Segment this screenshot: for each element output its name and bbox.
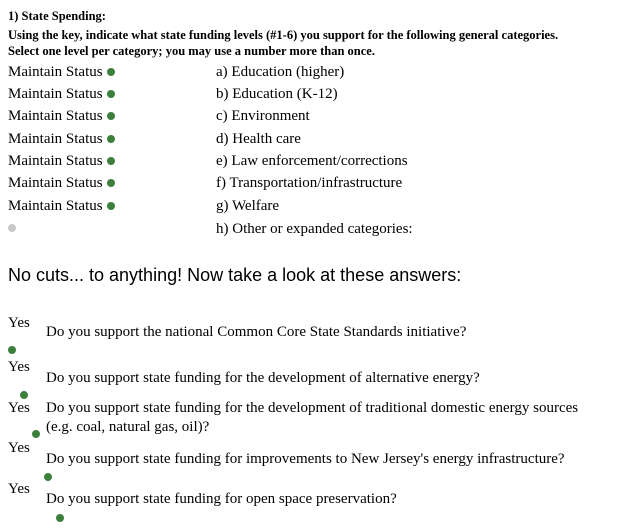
answer-text: Maintain Status	[8, 153, 103, 169]
question-answer: Yes	[8, 400, 30, 416]
status-dot-icon	[107, 202, 115, 210]
question-answer: Yes	[8, 440, 30, 456]
category-label: a) Education (higher)	[216, 64, 345, 80]
status-dot-icon	[107, 179, 115, 187]
category-label: b) Education (K-12)	[216, 86, 338, 102]
spending-answer-a	[8, 64, 115, 81]
spending-answer-e	[8, 153, 115, 170]
category-label: e) Law enforcement/corrections	[216, 153, 408, 169]
question-answer: Yes	[8, 315, 30, 331]
answer-text: Maintain Status	[8, 108, 103, 124]
answer-dot-icon	[44, 473, 52, 481]
answer-dot-icon	[8, 346, 16, 354]
instructions-line-2: Select one level per category; you may use a number more than once.	[8, 44, 375, 58]
instructions-line-1: Using the key, indicate what state funding levels (#1-6) you support for the following general categories.	[8, 28, 559, 42]
question-answer: Yes	[8, 359, 30, 375]
question-text: Do you support state funding for improvements to New Jersey's energy infrastructure?	[46, 451, 565, 467]
answer-text: Maintain Status	[8, 64, 103, 80]
category-label: h) Other or expanded categories:	[216, 221, 413, 237]
answer-text: Maintain Status	[8, 86, 103, 102]
answer-dot-icon	[20, 391, 28, 399]
category-label: c) Environment	[216, 108, 310, 124]
empty-status-dot-icon	[8, 224, 16, 232]
status-dot-icon	[107, 68, 115, 76]
spending-answer-h	[8, 220, 16, 237]
spending-answer-f	[8, 175, 115, 192]
category-label: f) Transportation/infrastructure	[216, 175, 403, 191]
question-text: Do you support state funding for open space preservation?	[46, 491, 397, 507]
spending-answer-g	[8, 198, 115, 215]
answer-text: Maintain Status	[8, 131, 103, 147]
question-text: Do you support state funding for the development of alternative energy?	[46, 370, 480, 386]
category-label: d) Health care	[216, 131, 301, 147]
category-label: g) Welfare	[216, 198, 280, 214]
section-title: 1) State Spending:	[8, 9, 106, 23]
spending-answer-b	[8, 86, 115, 103]
status-dot-icon	[107, 157, 115, 165]
answer-text: Maintain Status	[8, 198, 103, 214]
answer-dot-icon	[32, 430, 40, 438]
answer-dot-icon	[56, 514, 64, 522]
question-answer: Yes	[8, 481, 30, 497]
question-text-continued: (e.g. coal, natural gas, oil)?	[46, 419, 210, 435]
spending-answer-c	[8, 108, 115, 125]
question-text: Do you support state funding for the development of traditional domestic energy sources	[46, 400, 579, 416]
status-dot-icon	[107, 112, 115, 120]
status-dot-icon	[107, 90, 115, 98]
question-text: Do you support the national Common Core State Standards initiative?	[46, 324, 467, 340]
status-dot-icon	[107, 135, 115, 143]
spending-answer-d	[8, 131, 115, 148]
answer-text: Maintain Status	[8, 175, 103, 191]
commentary-text: No cuts... to anything! Now take a look at these answers:	[8, 265, 462, 285]
